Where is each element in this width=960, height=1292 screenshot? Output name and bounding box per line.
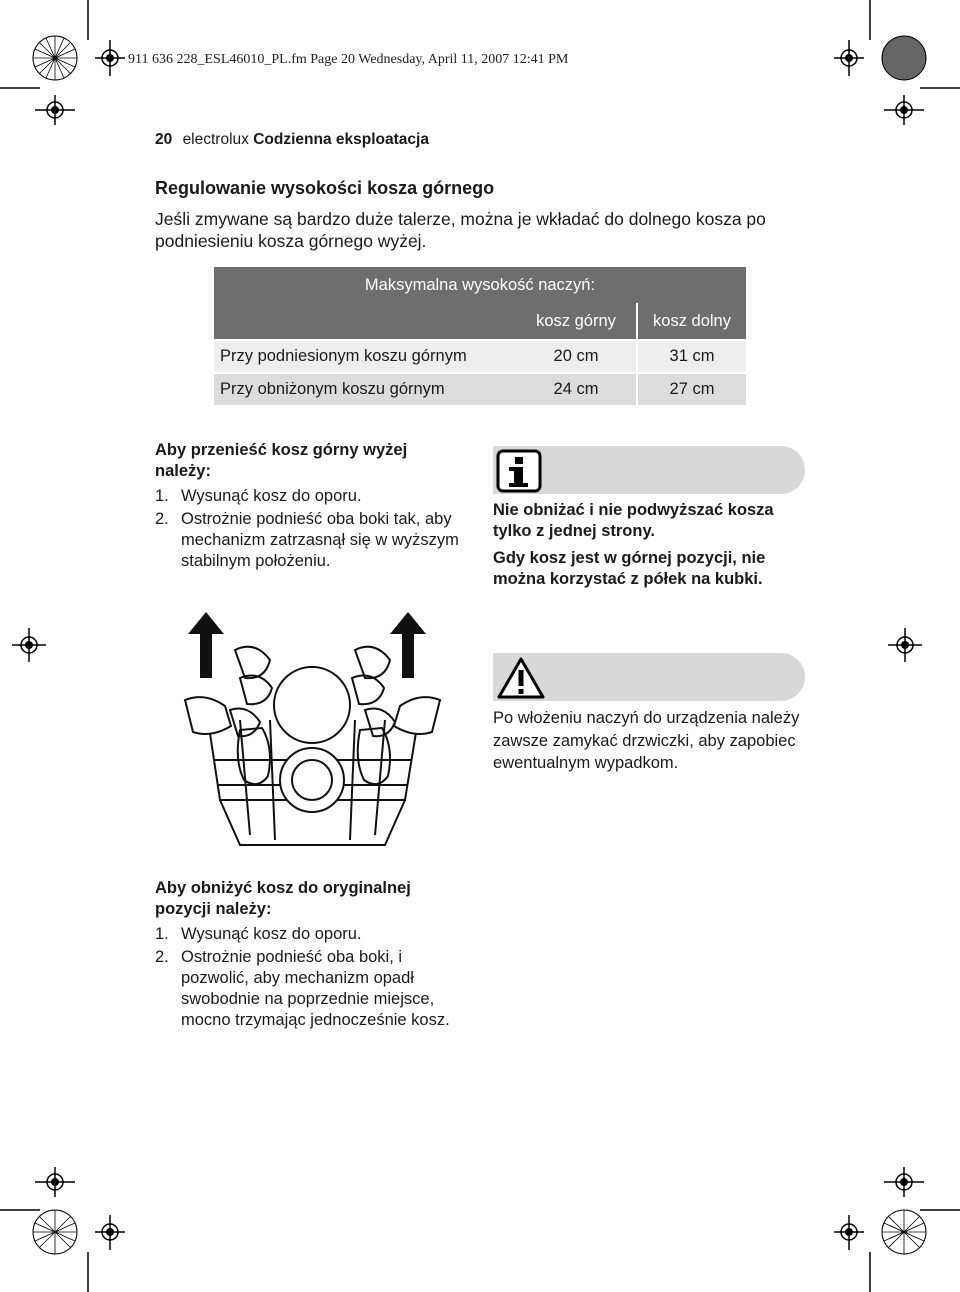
raise-title: Aby przenieść kosz górny wyżej należy: xyxy=(155,441,408,480)
step-text: Ostrożnie podnieść oba boki tak, aby mechanizm zatrzasnął się w wyższym stabilnym położeniu. xyxy=(181,510,459,570)
table-col-upper: kosz górny xyxy=(516,303,637,340)
star-target-tr xyxy=(882,36,926,80)
table-cell-upper: 24 cm xyxy=(516,373,637,405)
info-note xyxy=(493,500,813,596)
raise-instructions xyxy=(155,440,465,574)
page-header xyxy=(155,131,429,149)
raise-steps xyxy=(155,486,465,572)
print-slug: 911 636 228_ESL46010_PL.fm Page 20 Wednesday, April 11, 2007 12:41 PM xyxy=(128,52,569,67)
section-title: Codzienna eksploatacja xyxy=(253,131,429,148)
list-item xyxy=(155,947,465,1031)
table-row-label: Przy obniżonym koszu górnym xyxy=(214,373,516,405)
step-number: 2. xyxy=(155,948,169,966)
list-item xyxy=(155,509,465,572)
list-item xyxy=(155,924,465,945)
table-corner xyxy=(214,303,516,340)
page-heading: Regulowanie wysokości kosza górnego xyxy=(155,178,495,198)
up-arrow-icon xyxy=(390,612,426,678)
list-item xyxy=(155,486,465,507)
page-number: 20 xyxy=(155,131,173,148)
step-text: Wysunąć kosz do oporu. xyxy=(181,487,362,505)
star-target-tl xyxy=(33,36,77,80)
step-text: Wysunąć kosz do oporu. xyxy=(181,925,362,943)
table-col-lower: kosz dolny xyxy=(637,303,746,340)
table-cell-lower: 31 cm xyxy=(637,340,746,373)
step-number: 1. xyxy=(155,487,169,505)
up-arrow-icon xyxy=(188,612,224,678)
table-title: Maksymalna wysokość naczyń: xyxy=(214,267,746,303)
lower-instructions xyxy=(155,878,465,1033)
table-row xyxy=(214,340,746,373)
step-text: Ostrożnie podnieść oba boki, i pozwolić, aby mechanizm opadł swobodnie na poprzednie miejsce, mocno trzymając jednocześnie kosz. xyxy=(181,948,450,1029)
table-row-label: Przy podniesionym koszu górnym xyxy=(214,340,516,373)
warning-icon xyxy=(496,656,546,700)
star-target-bl xyxy=(33,1210,77,1254)
step-number: 1. xyxy=(155,925,169,943)
table-row xyxy=(214,373,746,405)
warning-text: Po włożeniu naczyń do urządzenia należy zawsze zamykać drzwiczki, aby zapobiec ewentualnym wypadkom. xyxy=(493,709,800,772)
table-cell-lower: 27 cm xyxy=(637,373,746,405)
height-table xyxy=(214,267,746,405)
info-icon xyxy=(496,449,542,493)
intro-paragraph: Jeśli zmywane są bardzo duże talerze, można je wkładać do dolnego kosza po podniesieniu kosza górnego wyżej. xyxy=(155,209,766,251)
basket-illustration xyxy=(180,610,445,850)
star-target-br xyxy=(882,1210,926,1254)
table-cell-upper: 20 cm xyxy=(516,340,637,373)
info-line: Gdy kosz jest w górnej pozycji, nie można korzystać z półek na kubki. xyxy=(493,549,766,588)
brand-name: electrolux xyxy=(182,131,249,148)
info-line: Nie obniżać i nie podwyższać kosza tylko z jednej strony. xyxy=(493,501,774,540)
lower-steps xyxy=(155,924,465,1031)
lower-title: Aby obniżyć kosz do oryginalnej pozycji należy: xyxy=(155,879,411,918)
step-number: 2. xyxy=(155,510,169,528)
